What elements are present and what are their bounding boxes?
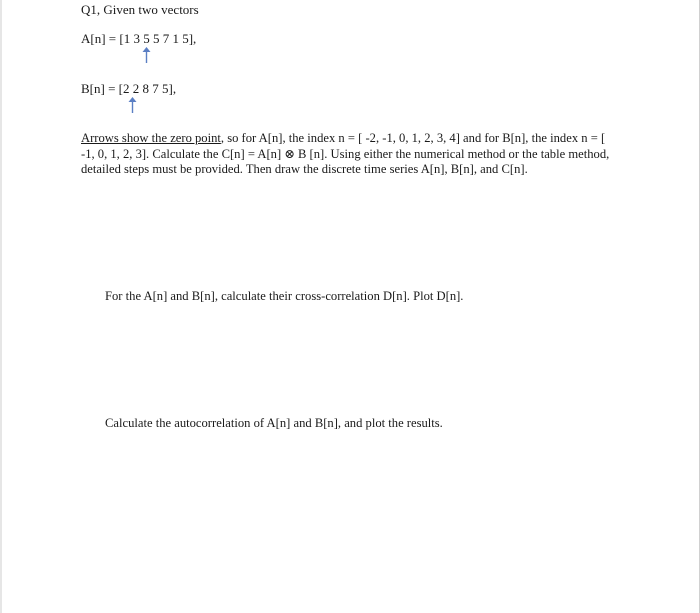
autocorrelation-question: Calculate the autocorrelation of A[n] and B[n], and plot the results. <box>105 416 443 430</box>
cross-correlation-question: For the A[n] and B[n], calculate their cross-correlation D[n]. Plot D[n]. <box>105 289 464 303</box>
zero-point-arrow-a-icon <box>142 47 151 63</box>
convolution-instructions-body: , so for A[n], the index n = [ -2, -1, 0, 1, 2, 3, 4] and for B[n], the index n = [ -1, 0, 1, 2, 3]. Calculate the C[n] = A[n] ⊗ B [n]. Using either the numerical method or the table method, detailed steps must be provided. Then draw the discrete time series A[n], B[n], and C[n]. <box>81 131 610 177</box>
vector-b-definition: B[n] = [2 2 8 7 5], <box>81 81 177 96</box>
zero-point-arrow-b-icon <box>128 97 137 113</box>
page-left-edge <box>0 0 2 613</box>
question-title: Q1, Given two vectors <box>81 2 199 17</box>
convolution-instructions <box>81 131 616 178</box>
vector-a-definition: A[n] = [1 3 5 5 7 1 5], <box>81 31 197 46</box>
zero-point-note: Arrows show the zero point <box>81 131 221 145</box>
